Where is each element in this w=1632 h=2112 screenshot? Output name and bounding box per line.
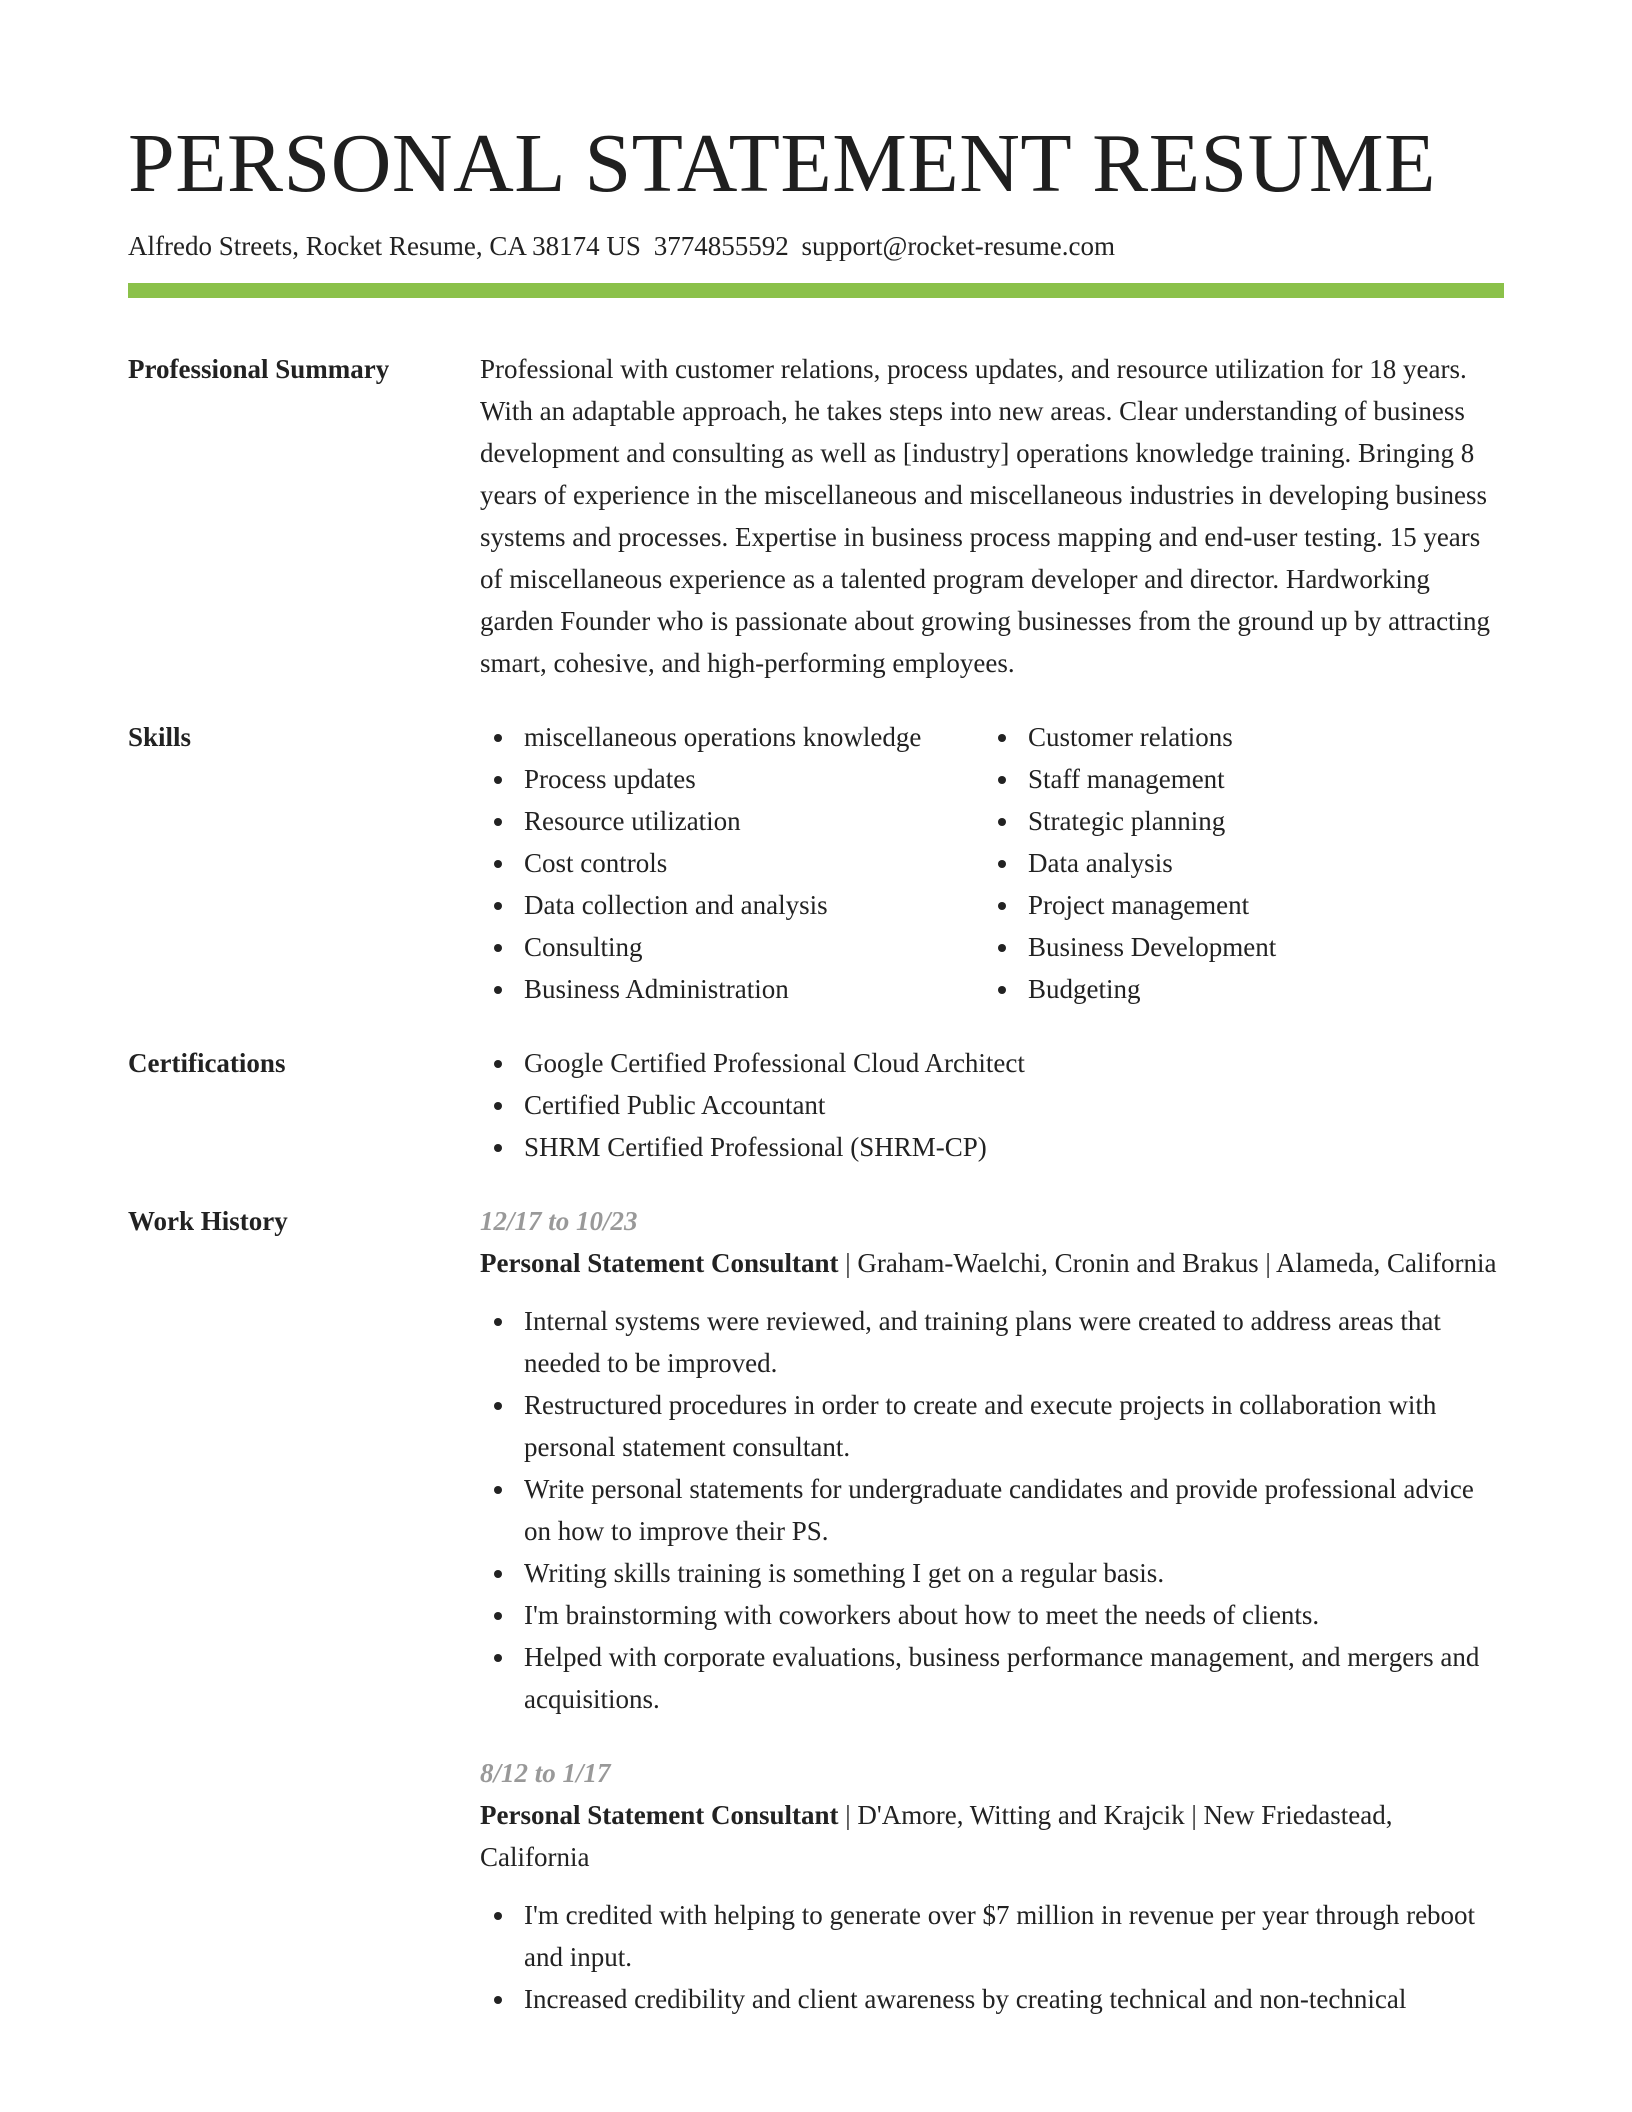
skill-item: Consulting (480, 926, 984, 968)
section-skills (128, 716, 1504, 1010)
certifications-body (480, 1042, 1504, 1168)
skill-item: Staff management (984, 758, 1484, 800)
skill-item: Cost controls (480, 842, 984, 884)
job-entry (480, 1752, 1504, 2020)
job-task: Restructured procedures in order to create and execute projects in collaboration with personal statement consultant. (480, 1384, 1504, 1468)
job-title: Personal Statement Consultant (480, 1799, 839, 1830)
section-work-history (128, 1200, 1504, 2020)
section-certifications (128, 1042, 1504, 1168)
certifications-list (480, 1042, 1504, 1168)
contact-line (128, 230, 1504, 262)
job-task: Increased credibility and client awareness by creating technical and non-technical (480, 1978, 1504, 2020)
contact-address: Alfredo Streets, Rocket Resume, CA 38174 US (128, 231, 641, 262)
skill-item: Resource utilization (480, 800, 984, 842)
skill-item: Process updates (480, 758, 984, 800)
section-label-skills: Skills (128, 721, 192, 752)
section-label-certifications: Certifications (128, 1047, 286, 1078)
job-task: Writing skills training is something I get on a regular basis. (480, 1552, 1504, 1594)
job-heading (480, 1242, 1504, 1284)
certification-item: SHRM Certified Professional (SHRM-CP) (480, 1126, 1504, 1168)
job-task: Internal systems were reviewed, and training plans were created to address areas that needed to be improved. (480, 1300, 1504, 1384)
job-heading (480, 1794, 1504, 1878)
skills-grid (480, 716, 1504, 1010)
certification-item: Certified Public Accountant (480, 1084, 1504, 1126)
skill-item: Budgeting (984, 968, 1484, 1010)
resume-title: PERSONAL STATEMENT RESUME (128, 117, 1436, 210)
contact-email: support@rocket-resume.com (801, 231, 1115, 262)
job-dates: 8/12 to 1/17 (480, 1757, 611, 1788)
skill-item: miscellaneous operations knowledge (480, 716, 984, 758)
work-history-body (480, 1200, 1504, 2020)
skill-item: Strategic planning (984, 800, 1484, 842)
job-title: Personal Statement Consultant (480, 1247, 839, 1278)
job-details: | Graham-Waelchi, Cronin and Brakus | Alameda, California (838, 1247, 1497, 1278)
section-label-summary: Professional Summary (128, 353, 390, 384)
job-details: | D'Amore, Witting and Krajcik | New Friedastead, California (480, 1799, 1393, 1872)
skill-item: Project management (984, 884, 1484, 926)
section-label-work-history: Work History (128, 1205, 288, 1236)
job-dates: 12/17 to 10/23 (480, 1205, 638, 1236)
skill-item: Data analysis (984, 842, 1484, 884)
skill-item: Business Development (984, 926, 1484, 968)
summary-text: Professional with customer relations, process updates, and resource utilization for 18 years. With an adaptable approach, he takes steps into new areas. Clear understanding of business development and consulting as well as [industry] operations knowledge training. Bringing 8 years of experience in the miscellaneous and miscellaneous industries in developing business systems and processes. Expertise in business process mapping and end-user testing. 15 years of miscellaneous experience as a talented program developer and director. Hardworking garden Founder who is passionate about growing businesses from the ground up by attracting smart, cohesive, and high-performing employees. (480, 353, 1491, 678)
certification-item: Google Certified Professional Cloud Architect (480, 1042, 1504, 1084)
job-task: Helped with corporate evaluations, business performance management, and mergers and acquisitions. (480, 1636, 1504, 1720)
contact-phone: 3774855592 (653, 231, 789, 262)
skills-column-left (480, 716, 984, 1010)
job-task-list (480, 1894, 1504, 2020)
skill-item: Customer relations (984, 716, 1484, 758)
skill-item: Business Administration (480, 968, 984, 1010)
job-task: Write personal statements for undergraduate candidates and provide professional advice on how to improve their PS. (480, 1468, 1504, 1552)
skill-item: Data collection and analysis (480, 884, 984, 926)
section-professional-summary (128, 348, 1504, 684)
skills-column-right (984, 716, 1484, 1010)
job-task: I'm credited with helping to generate over $7 million in revenue per year through reboot and input. (480, 1894, 1504, 1978)
header-divider (128, 283, 1504, 298)
job-task-list (480, 1300, 1504, 1720)
job-entry (480, 1200, 1504, 1720)
job-task: I'm brainstorming with coworkers about how to meet the needs of clients. (480, 1594, 1504, 1636)
